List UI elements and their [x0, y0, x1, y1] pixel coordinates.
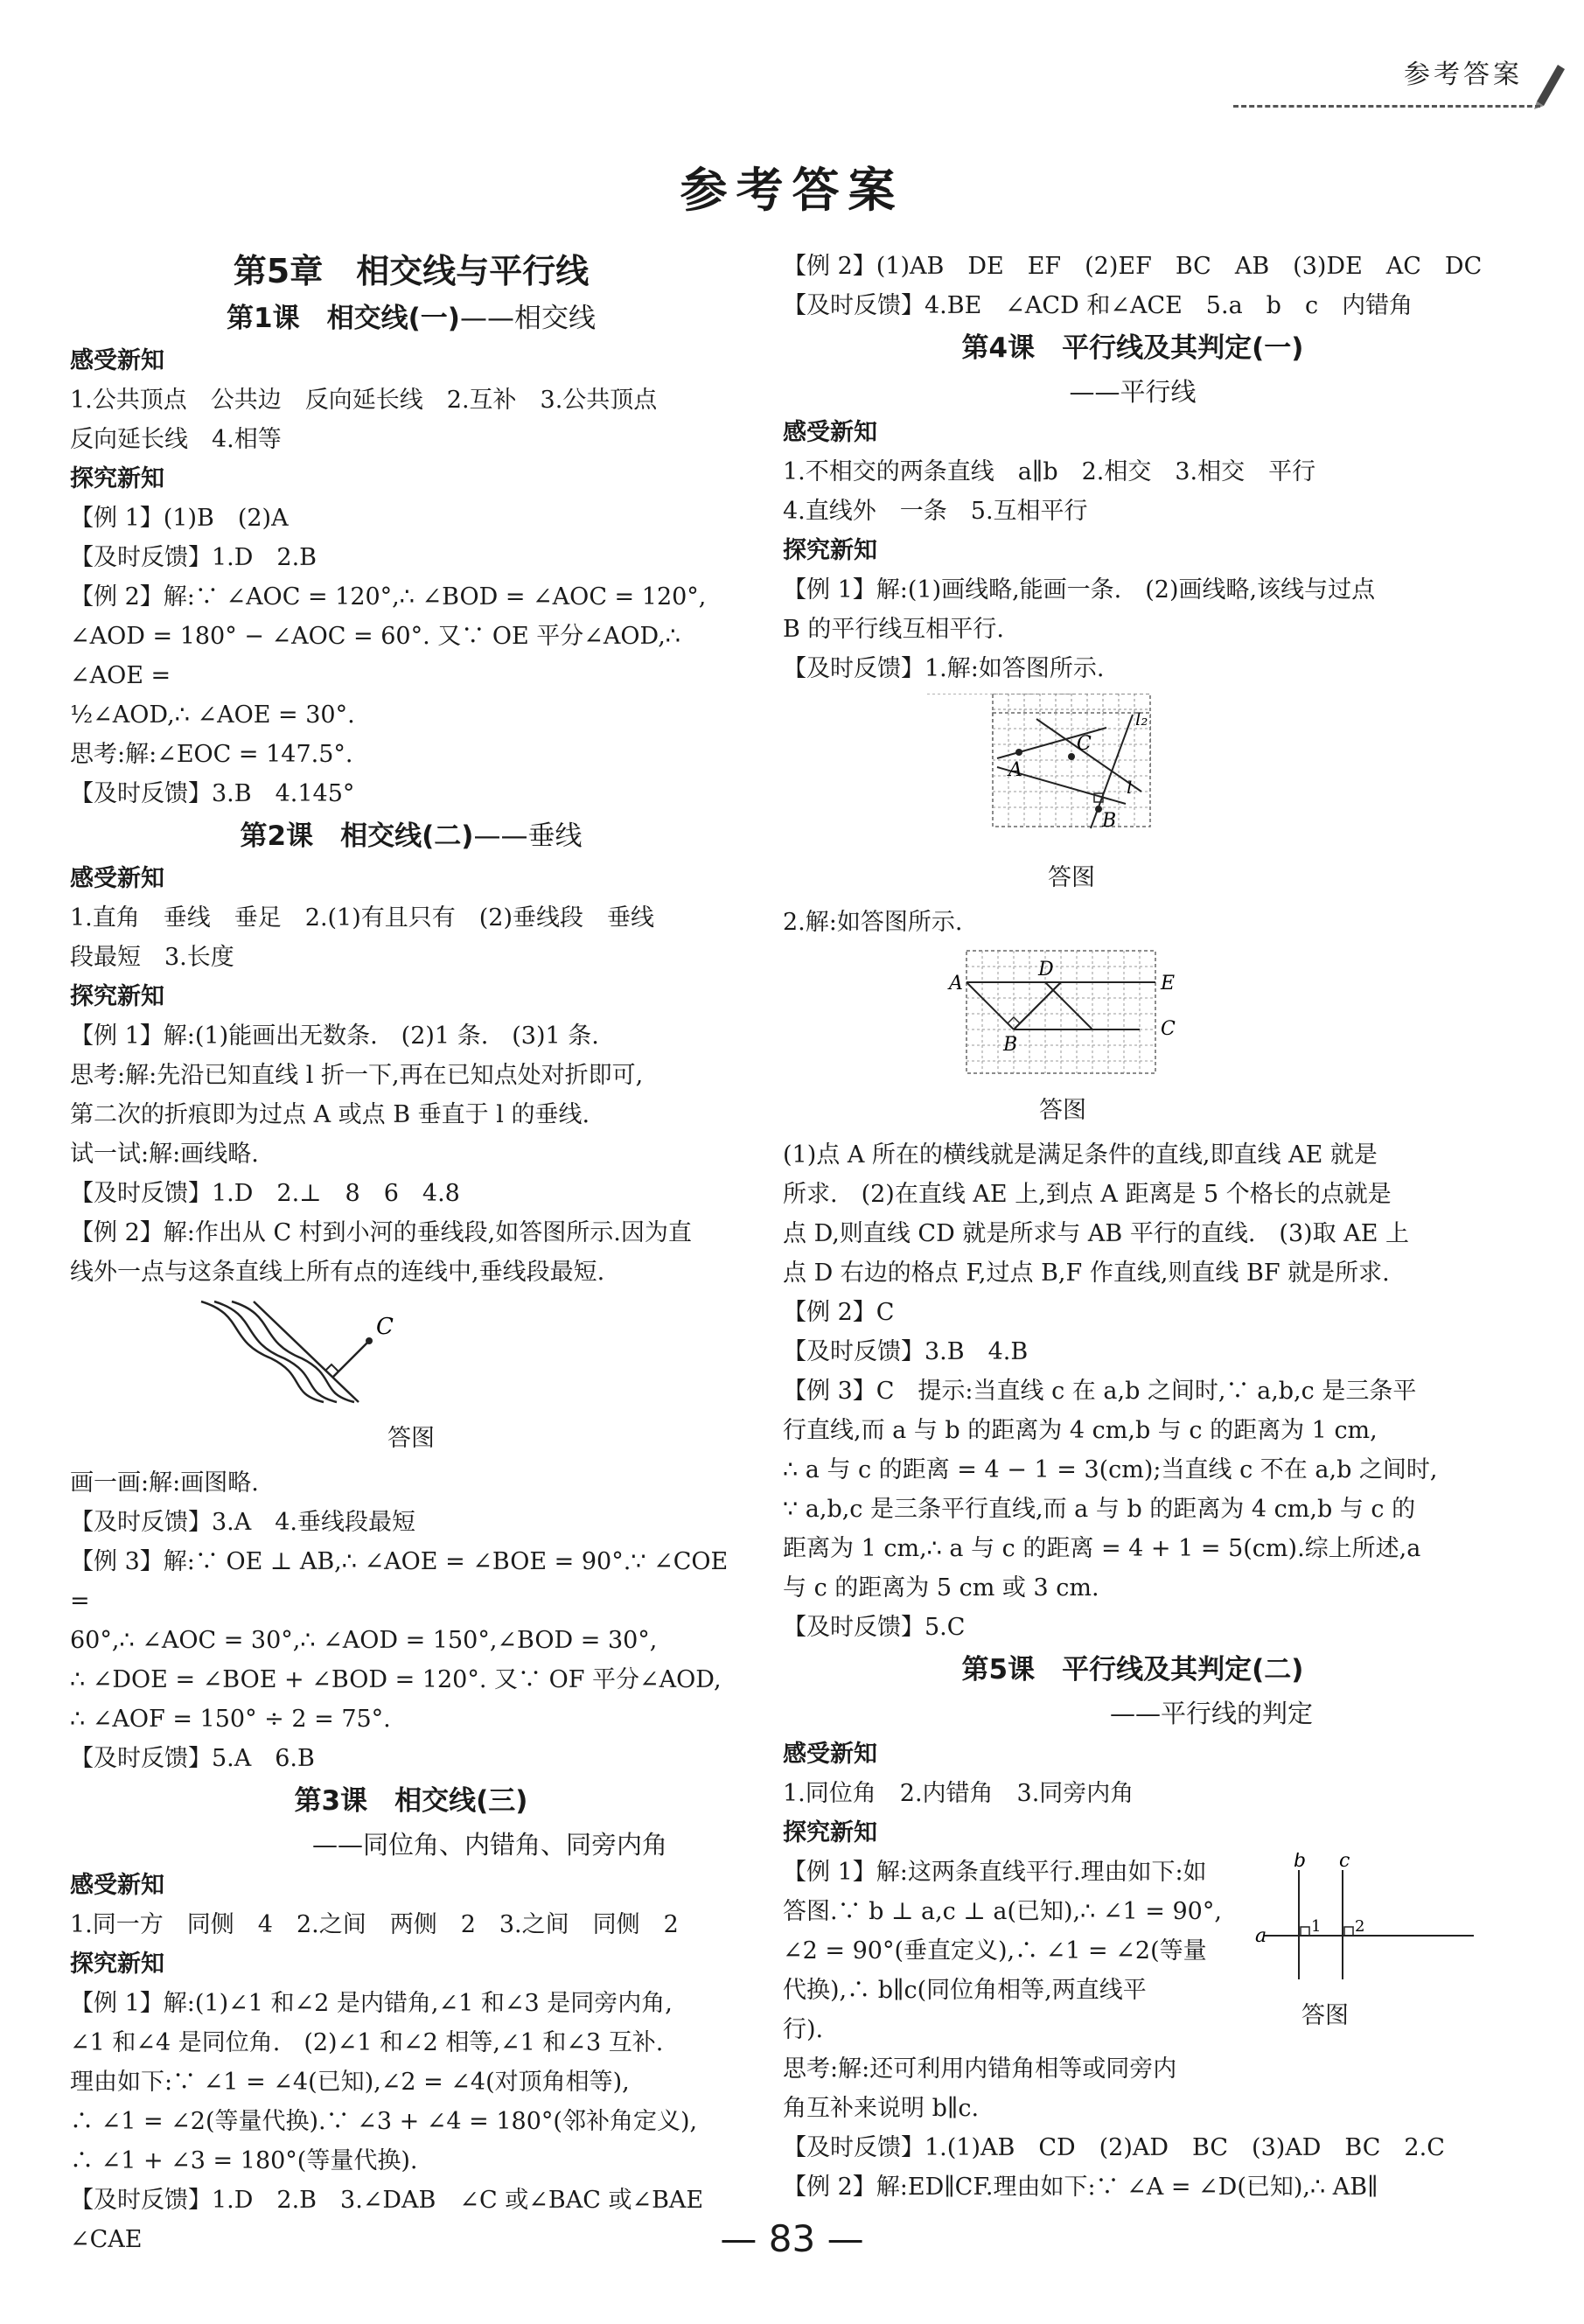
lesson-4-title: 第4课 平行线及其判定(一)	[961, 332, 1304, 364]
text-line: (1)点 A 所在的横线就是满足条件的直线,即直线 AE 就是	[783, 1141, 1378, 1169]
text-line: 【例 3】解:∵ OE ⊥ AB,∴ ∠AOE = ∠BOE = 90°.∵ ∠COE =	[70, 1548, 729, 1615]
text-line: 反向延长线 4.相等	[70, 426, 282, 453]
text-line: 行).	[783, 2016, 824, 2043]
line-l2-label: l₂	[1135, 708, 1148, 729]
text-line: 1.不相交的两条直线 a∥b 2.相交 3.相交 平行	[783, 458, 1316, 485]
text-line: 【及时反馈】3.B 4.B	[783, 1338, 1029, 1365]
point-b-label: B	[1003, 1034, 1018, 1056]
text-line: 1.公共顶点 公共边 反向延长线 2.互补 3.公共顶点	[70, 387, 658, 414]
lesson-2-title: 第2课 相交线(二)——垂线	[240, 820, 583, 852]
text-line: 点 D,则直线 CD 就是所求与 AB 平行的直线. (3)取 AE 上	[783, 1220, 1410, 1247]
text-line: ∠1 和∠4 是同位角. (2)∠1 和∠2 相等,∠1 和∠3 互补.	[70, 2029, 664, 2056]
text-line: 1.同一方 同侧 4 2.之间 两侧 2 3.之间 同侧 2	[70, 1911, 679, 1938]
text-line: 【例 2】(1)AB DE EF (2)EF BC AB (3)DE AC DC	[783, 253, 1483, 280]
text-line: 行直线,而 a 与 b 的距离为 4 cm,b 与 c 的距离为 1 cm,	[783, 1417, 1378, 1444]
text-line: ∴ ∠1 + ∠3 = 180°(等量代换).	[70, 2147, 418, 2174]
text-line: ∠AOD = 180° − ∠AOC = 60°. 又∵ OE 平分∠AOD,∴ ∠AOE =	[70, 623, 680, 689]
header-badge: 参考答案	[1404, 59, 1523, 90]
text-line: 【及时反馈】1.(1)AB CD (2)AD BC (3)AD BC 2.C	[783, 2134, 1445, 2161]
section-heading: 探究新知	[783, 1819, 877, 1846]
line-c-label: c	[1339, 1853, 1350, 1872]
lesson-3-subtitle: ——同位角、内错角、同旁内角	[311, 1830, 667, 1860]
figure-caption: 答图	[387, 1425, 435, 1452]
grid-figure-2	[783, 947, 1483, 1130]
text-line: 【及时反馈】3.A 4.垂线段最短	[70, 1509, 416, 1536]
text-line: 【例 1】解:(1)∠1 和∠2 是内错角,∠1 和∠3 是同旁内角,	[70, 1990, 673, 2017]
grid-figure-1b	[783, 706, 1483, 897]
text-line: 代换),∴ b∥c(同位角相等,两直线平	[783, 1977, 1147, 2004]
section-heading: 探究新知	[70, 465, 164, 492]
text-line: 画一画:解:画图略.	[70, 1469, 259, 1497]
line-b-label: b	[1294, 1853, 1307, 1872]
text-line: 【例 1】解:(1)画线略,能画一条. (2)画线略,该线与过点	[783, 576, 1376, 604]
text-line: 【及时反馈】1.D 2.B	[70, 544, 317, 571]
section-heading: 感受新知	[783, 419, 877, 446]
text-line: 4.直线外 一条 5.互相平行	[783, 498, 1088, 525]
text-line: 思考:解:∠EOC = 147.5°.	[70, 741, 353, 768]
text-line: 角互补来说明 b∥c.	[783, 2095, 980, 2122]
text-line: ½∠AOD,∴ ∠AOE = 30°.	[70, 701, 355, 729]
section-heading: 探究新知	[70, 1951, 164, 1978]
section-heading: 感受新知	[70, 1872, 164, 1899]
text-line: 1.同位角 2.内错角 3.同旁内角	[783, 1780, 1134, 1807]
text-line: 【及时反馈】5.A 6.B	[70, 1745, 315, 1772]
text-line: 【例 2】解:作出从 C 村到小河的垂线段,如答图所示.因为直	[70, 1219, 692, 1246]
text-line: ∠CAE	[70, 2226, 143, 2253]
section-heading: 感受新知	[783, 1741, 877, 1768]
lesson-5-subtitle: ——平行线的判定	[1109, 1699, 1313, 1728]
lesson-5-title: 第5课 平行线及其判定(二)	[961, 1654, 1304, 1685]
text-line: 【例 3】C 提示:当直线 c 在 a,b 之间时,∵ a,b,c 是三条平	[783, 1378, 1417, 1405]
text-line: 距离为 1 cm,∴ a 与 c 的距离 = 4 + 1 = 5(cm).综上所述,a	[783, 1535, 1421, 1562]
parallel-lines-diagram	[783, 706, 1483, 846]
text-line: 【例 2】C	[783, 1299, 895, 1326]
text-line: 【及时反馈】5.C	[783, 1614, 966, 1641]
lesson-4-subtitle: ——平行线	[1069, 377, 1197, 407]
text-line: 线外一点与这条直线上所有点的连线中,垂线段最短.	[70, 1259, 605, 1286]
lesson-3-title: 第3课 相交线(三)	[294, 1785, 528, 1817]
text-line: 段最短 3.长度	[70, 944, 234, 971]
text-line: 理由如下:∵ ∠1 = ∠4(已知),∠2 = ∠4(对顶角相等),	[70, 2069, 630, 2096]
text-line: 第二次的折痕即为过点 A 或点 B 垂直于 l 的垂线.	[70, 1101, 590, 1128]
line-a-label: a	[1255, 1925, 1267, 1947]
header-rule	[1233, 105, 1540, 108]
text-line: ∵ a,b,c 是三条平行直线,而 a 与 b 的距离为 4 cm,b 与 c 的	[783, 1496, 1416, 1523]
text-line: 试一试:解:画线略.	[70, 1141, 259, 1168]
river-figure	[70, 1297, 752, 1458]
text-line: 点 D 右边的格点 F,过点 B,F 作直线,则直线 BF 就是所求.	[783, 1260, 1390, 1287]
pencil-icon	[1528, 58, 1568, 110]
left-column	[70, 247, 752, 2259]
point-c-label: C	[1161, 1018, 1176, 1040]
text-line: ∴ ∠DOE = ∠BOE + ∠BOD = 120°. 又∵ OF 平分∠AOD,	[70, 1666, 722, 1693]
text-line: ∴ ∠1 = ∠2(等量代换).∵ ∠3 + ∠4 = 180°(邻补角定义),	[70, 2108, 698, 2135]
point-c-label: C	[1077, 733, 1092, 755]
text-line: 2.解:如答图所示.	[783, 909, 963, 936]
text-line: 【及时反馈】4.BE ∠ACD 和∠ACE 5.a b c 内错角	[783, 292, 1413, 319]
figure-caption: 答图	[1301, 2002, 1349, 2029]
text-line: 1.直角 垂线 垂足 2.(1)有且只有 (2)垂线段 垂线	[70, 904, 655, 932]
point-b-label: B	[1102, 810, 1117, 832]
text-line: 思考:解:先沿已知直线 l 折一下,再在已知点处对折即可,	[70, 1062, 644, 1089]
section-heading: 探究新知	[783, 537, 877, 564]
text-line: 60°,∴ ∠AOC = 30°,∴ ∠AOD = 150°,∠BOD = 30°,	[70, 1627, 658, 1654]
text-line: 【及时反馈】1.解:如答图所示.	[783, 655, 1105, 682]
text-line: 【例 2】解:ED∥CF.理由如下:∵ ∠A = ∠D(已知),∴ AB∥	[783, 2174, 1378, 2201]
right-column	[783, 247, 1483, 2207]
angle-2-label: 2	[1355, 1917, 1365, 1936]
lesson-1-title: 第1课 相交线(一)——相交线	[227, 303, 596, 334]
angle-1-label: 1	[1311, 1917, 1322, 1936]
point-d-label: D	[1038, 959, 1054, 981]
text-line: ∴ a 与 c 的距离 = 4 − 1 = 3(cm);当直线 c 不在 a,b 之间时,	[783, 1456, 1438, 1483]
perpendicular-diagram	[1255, 1853, 1483, 1984]
text-line: 【及时反馈】1.D 2.B 3.∠DAB ∠C 或∠BAC 或∠BAE	[70, 2187, 704, 2214]
text-line: 【例 1】(1)B (2)A	[70, 505, 289, 532]
text-line: B 的平行线互相平行.	[783, 616, 1005, 643]
text-line: 【例 1】解:(1)能画出无数条. (2)1 条. (3)1 条.	[70, 1022, 599, 1050]
section-heading: 感受新知	[70, 347, 164, 374]
text-line: 思考:解:还可利用内错角相等或同旁内	[783, 2055, 1177, 2083]
text-line: ∴ ∠AOF = 150° ÷ 2 = 75°.	[70, 1706, 391, 1733]
perpendicular-figure	[1255, 1853, 1483, 2035]
line-l-label: l	[1127, 777, 1133, 798]
text-line: ∠2 = 90°(垂直定义),∴ ∠1 = ∠2(等量	[783, 1937, 1207, 1965]
river-diagram	[70, 1297, 752, 1406]
text-line: 【例 2】解:∵ ∠AOC = 120°,∴ ∠BOD = ∠AOC = 120°,	[70, 583, 707, 611]
text-line: 答图.∵ b ⊥ a,c ⊥ a(已知),∴ ∠1 = 90°,	[783, 1898, 1222, 1925]
section-heading: 探究新知	[70, 983, 164, 1010]
text-line: 【及时反馈】3.B 4.145°	[70, 780, 355, 807]
point-a-label: A	[1008, 759, 1022, 781]
point-e-label: E	[1161, 973, 1176, 995]
page-number: — 83 —	[720, 2217, 864, 2260]
figure-caption: 答图	[1039, 1097, 1086, 1124]
text-line: 所求. (2)在直线 AE 上,到点 A 距离是 5 个格长的点就是	[783, 1181, 1392, 1208]
chapter-title: 第5章 相交线与平行线	[233, 252, 590, 290]
page-title: 参考答案	[680, 163, 904, 218]
text-line: 与 c 的距离为 5 cm 或 3 cm.	[783, 1574, 1099, 1602]
point-c-label: C	[376, 1314, 394, 1340]
text-line: 【例 1】解:这两条直线平行.理由如下:如	[783, 1859, 1207, 1886]
text-line: 【及时反馈】1.D 2.⊥ 8 6 4.8	[70, 1180, 460, 1207]
zigzag-diagram	[783, 947, 1483, 1078]
figure-caption: 答图	[1048, 864, 1095, 891]
section-heading: 感受新知	[70, 865, 164, 892]
point-a-label: A	[949, 973, 963, 995]
